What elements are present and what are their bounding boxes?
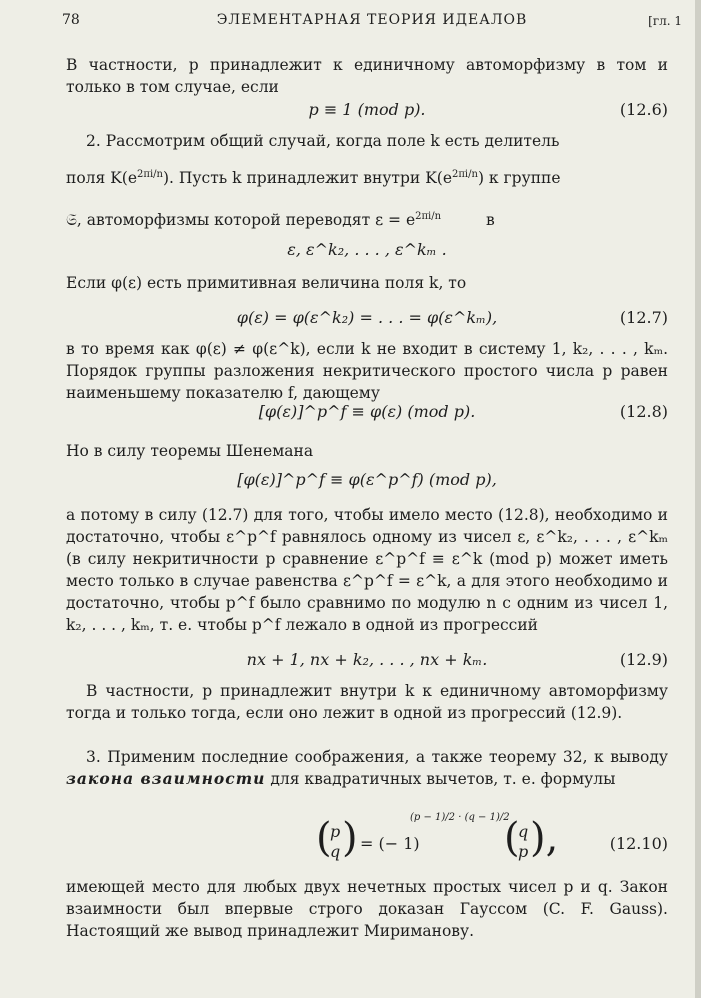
equation-body: ε, ε^k₂, . . . , ε^kₘ .	[287, 240, 447, 259]
running-header	[62, 12, 682, 34]
paragraph-2-line-3	[66, 206, 668, 231]
paragraph-8	[66, 746, 668, 790]
paragraph-5: Но в силу теоремы Шенемана	[66, 442, 314, 460]
running-title: ЭЛЕМЕНТАРНАЯ ТЕОРИЯ ИДЕАЛОВ	[216, 12, 528, 28]
equation-12-8	[66, 402, 668, 426]
equation-conjugates	[66, 240, 668, 264]
paragraph-8-text-b: для квадратичных вычетов, т. е. формулы	[270, 770, 616, 788]
page-number: 78	[62, 12, 80, 28]
equation-body: [φ(ε)]^p^f ≡ φ(ε) (mod p).	[258, 402, 476, 421]
line3-exponent: 2πi/n	[415, 211, 442, 222]
rhs-top: q	[518, 822, 529, 841]
equation-body: nx + 1, nx + k₂, . . . , nx + kₘ.	[246, 650, 488, 669]
equation-body: φ(ε) = φ(ε^k₂) = . . . = φ(ε^kₘ),	[236, 308, 498, 327]
middle-term: = (− 1)	[360, 834, 420, 853]
right-paren-close: ),	[530, 815, 559, 861]
paragraph-3: Если φ(ε) есть примитивная величина поля k, то	[66, 274, 467, 292]
equation-12-7	[66, 308, 668, 332]
paragraph-1: В частности, p принадлежит к единичному автоморфизму в том и только в том случае, если	[66, 56, 668, 96]
right-paren: (	[504, 815, 520, 861]
equation-number: (12.9)	[619, 650, 668, 669]
page-edge	[695, 0, 701, 998]
equation-number: (12.8)	[619, 402, 668, 421]
rhs-bottom: p	[518, 842, 529, 861]
equation-12-10	[66, 812, 668, 868]
equation-body: p ≡ 1 (mod p).	[308, 100, 426, 119]
exponent: (p − 1)/2 · (q − 1)/2	[410, 812, 510, 823]
paragraph-2-line-2	[66, 164, 668, 189]
left-paren: (	[316, 815, 332, 861]
paragraph-9: имеющей место для любых двух нечетных простых чисел p и q. Закон взаимности был впервые строго доказан Гауссом (C. F. Gauss). Настоящий же вывод принадлежит Мириманову.	[66, 878, 668, 940]
line2-part-b: ). Пусть k принадлежит внутри K(e	[162, 169, 452, 188]
line3-end: в	[486, 211, 495, 230]
paragraph-2-line-1: 2. Рассмотрим общий случай, когда поле k есть делитель	[86, 132, 560, 150]
equation-number: (12.10)	[609, 834, 668, 853]
line2-exponent-2: 2πi/n	[452, 169, 478, 180]
chapter-label: [гл. 1	[648, 14, 682, 28]
equation-12-6	[66, 100, 668, 124]
paragraph-6: а потому в силу (12.7) для того, чтобы имело место (12.8), необходимо и достаточно, чтобы ε^p^f равнялось одному из чисел ε, ε^k₂, . . . , ε^kₘ (в силу некритичности p сравнение ε^p^f ≡ ε^k (mod p) может иметь место только в случае равенства ε^p^f = ε^k, а для этого необходимо и достаточно, чтобы p^f было сравнимо по модулю n с одним из чисел 1, k₂, . . . , kₘ, т. е. чтобы p^f лежало в одной из прогрессий	[66, 506, 668, 634]
line2-part-a: поля K(e	[66, 169, 138, 188]
equation-12-9	[66, 650, 668, 674]
line2-part-c: ) к группе	[477, 169, 561, 188]
left-paren-close: )	[342, 815, 358, 861]
law-of-reciprocity-emphasis: закона взаимности	[66, 769, 266, 788]
paragraph-8-text-a: 3. Применим последние соображения, а также теорему 32, к выводу	[86, 748, 668, 766]
equation-number: (12.6)	[619, 100, 668, 119]
line2-exponent: 2πi/n	[137, 169, 163, 180]
legendre-formula	[316, 812, 559, 868]
lhs-top: p	[330, 822, 341, 841]
equation-body: [φ(ε)]^p^f ≡ φ(ε^p^f) (mod p),	[237, 470, 497, 489]
paragraph-7: В частности, p принадлежит внутри k к единичному автоморфизму тогда и только тогда, если оно лежит в одной из прогрессий (12.9).	[66, 682, 668, 722]
equation-schoenemann	[66, 470, 668, 494]
line3-text: 𝔖, автоморфизмы которой переводят ε = e	[66, 211, 416, 230]
equation-number: (12.7)	[619, 308, 668, 327]
lhs-bottom: q	[330, 842, 341, 861]
paragraph-4: в то время как φ(ε) ≠ φ(ε^k), если k не входит в систему 1, k₂, . . . , kₘ. Порядок группы разложения некритического простого числа p равен наименьшему показателю f, дающему	[66, 340, 668, 402]
